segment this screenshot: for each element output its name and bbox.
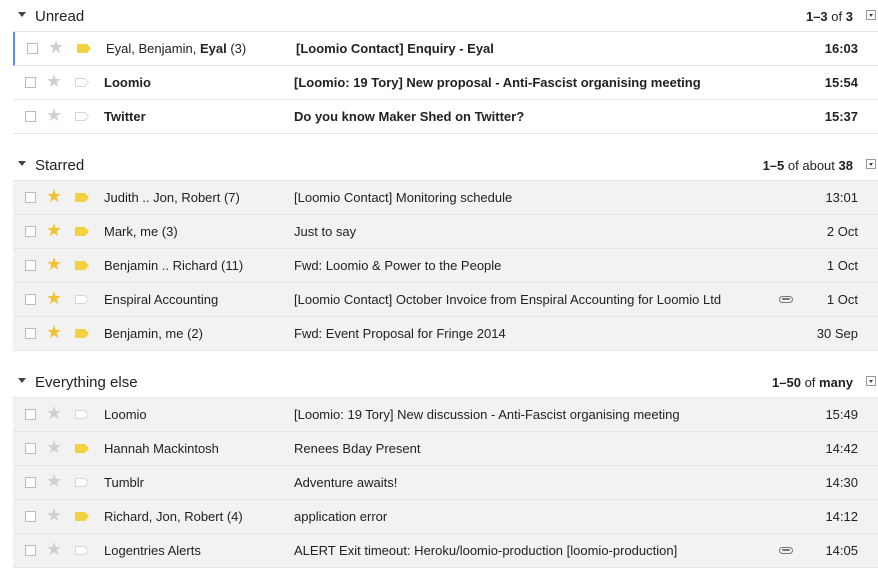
email-subject: [Loomio Contact] Enquiry - Eyal — [296, 41, 494, 56]
dropdown-menu-icon[interactable] — [866, 159, 876, 169]
email-sender — [104, 109, 284, 124]
star-icon[interactable]: ★ — [48, 37, 65, 57]
star-icon[interactable]: ★ — [46, 437, 63, 457]
importance-marker-icon[interactable] — [75, 444, 89, 453]
count-range: 1–5 — [762, 158, 785, 173]
section-title[interactable]: Unread — [35, 8, 85, 25]
count-of: of — [804, 375, 816, 390]
email-sender — [104, 224, 284, 239]
select-checkbox[interactable] — [25, 226, 36, 237]
email-row[interactable] — [13, 249, 878, 283]
select-checkbox[interactable] — [25, 260, 36, 271]
email-sender — [104, 441, 284, 456]
importance-marker-icon[interactable] — [77, 44, 91, 53]
paperclip-icon — [779, 296, 793, 303]
email-sender — [106, 41, 286, 56]
count-of: of — [831, 9, 843, 24]
importance-marker-icon[interactable] — [75, 78, 89, 87]
section-header[interactable] — [13, 150, 878, 181]
select-checkbox[interactable] — [25, 77, 36, 88]
email-row[interactable] — [13, 500, 878, 534]
email-sender — [104, 190, 284, 205]
sender-names: Logentries Alerts — [104, 543, 201, 558]
importance-marker-icon[interactable] — [75, 410, 89, 419]
email-date: 13:01 — [825, 190, 858, 205]
importance-marker-icon[interactable] — [75, 227, 89, 236]
select-checkbox[interactable] — [25, 328, 36, 339]
star-icon[interactable]: ★ — [46, 71, 63, 91]
thread-count: (3) — [230, 41, 247, 56]
triangle-down-icon[interactable] — [18, 161, 26, 166]
email-row[interactable] — [13, 283, 878, 317]
importance-marker-icon[interactable] — [75, 478, 89, 487]
email-date: 15:37 — [824, 109, 858, 124]
star-icon[interactable]: ★ — [46, 105, 63, 125]
email-date: 30 Sep — [816, 326, 858, 341]
section-count — [763, 158, 853, 173]
section-count — [772, 375, 853, 390]
section-header[interactable] — [13, 1, 878, 32]
select-checkbox[interactable] — [27, 43, 38, 54]
email-sender — [104, 292, 284, 307]
dropdown-menu-icon[interactable] — [866, 10, 876, 20]
email-sender — [104, 326, 284, 341]
importance-marker-icon[interactable] — [75, 329, 89, 338]
select-checkbox[interactable] — [25, 111, 36, 122]
star-icon[interactable]: ★ — [46, 288, 63, 308]
email-date: 14:42 — [825, 441, 858, 456]
paperclip-icon — [779, 547, 793, 554]
email-row[interactable] — [13, 215, 878, 249]
select-checkbox[interactable] — [25, 409, 36, 420]
email-subject: Adventure awaits! — [294, 475, 398, 490]
email-subject: ALERT Exit timeout: Heroku/loomio-production [loomio-production] — [294, 543, 678, 558]
email-subject: [Loomio Contact] October Invoice from Enspiral Accounting for Loomio Ltd — [294, 292, 722, 307]
select-checkbox[interactable] — [25, 294, 36, 305]
star-icon[interactable]: ★ — [46, 254, 63, 274]
select-checkbox[interactable] — [25, 477, 36, 488]
sender-names: Benjamin .. Richard (11) — [104, 258, 244, 273]
triangle-down-icon[interactable] — [18, 12, 26, 17]
count-range: 1–50 — [772, 375, 801, 390]
email-row[interactable] — [13, 181, 878, 215]
section-title[interactable]: Everything else — [35, 374, 138, 391]
email-row[interactable] — [13, 66, 878, 100]
select-checkbox[interactable] — [25, 511, 36, 522]
star-icon[interactable]: ★ — [46, 505, 63, 525]
star-icon[interactable]: ★ — [46, 403, 63, 423]
email-subject: Fwd: Event Proposal for Fringe 2014 — [294, 326, 506, 341]
count-total: many — [819, 375, 853, 390]
email-subject: application error — [294, 509, 388, 524]
email-subject: [Loomio: 19 Tory] New discussion - Anti-Fascist organising meeting — [294, 407, 680, 422]
section-title[interactable]: Starred — [35, 157, 85, 174]
email-subject: [Loomio: 19 Tory] New proposal - Anti-Fascist organising meeting — [294, 75, 701, 90]
email-subject: Just to say — [294, 224, 357, 239]
email-sender — [104, 75, 284, 90]
star-icon[interactable]: ★ — [46, 539, 63, 559]
star-icon[interactable]: ★ — [46, 220, 63, 240]
email-row[interactable] — [13, 398, 878, 432]
email-date: 14:05 — [825, 543, 858, 558]
email-date: 14:12 — [825, 509, 858, 524]
star-icon[interactable]: ★ — [46, 471, 63, 491]
count-total: 38 — [838, 158, 853, 173]
email-date: 1 Oct — [826, 258, 858, 273]
star-icon[interactable]: ★ — [46, 186, 63, 206]
email-sender — [104, 258, 284, 273]
select-checkbox[interactable] — [25, 545, 36, 556]
sender-names: Benjamin, me (2) — [104, 326, 203, 341]
sender-names: Mark, me (3) — [104, 224, 178, 239]
sender-names: Loomio — [104, 407, 147, 422]
email-sender — [104, 509, 284, 524]
email-date: 2 Oct — [826, 224, 858, 239]
email-subject: [Loomio Contact] Monitoring schedule — [294, 190, 513, 205]
email-subject: Do you know Maker Shed on Twitter? — [294, 109, 525, 124]
email-subject: Renees Bday Present — [294, 441, 421, 456]
importance-marker-icon[interactable] — [75, 295, 89, 304]
email-sender — [104, 407, 284, 422]
section-count — [806, 9, 853, 24]
email-row[interactable] — [13, 32, 878, 66]
section-everything-else — [13, 367, 878, 568]
importance-marker-icon[interactable] — [75, 512, 89, 521]
sender-names: Tumblr — [104, 475, 144, 490]
sender-names: Hannah Mackintosh — [104, 441, 219, 456]
dropdown-menu-icon[interactable] — [866, 376, 876, 386]
section-header[interactable] — [13, 367, 878, 398]
email-row[interactable] — [13, 100, 878, 134]
email-sender — [104, 543, 284, 558]
email-date: 16:03 — [824, 41, 858, 56]
count-of: of about — [787, 158, 835, 173]
importance-marker-icon[interactable] — [75, 193, 89, 202]
sender-names: Enspiral Accounting — [104, 292, 219, 307]
email-sender — [104, 475, 284, 490]
section-starred — [13, 150, 878, 351]
email-date: 15:49 — [825, 407, 858, 422]
sender-names: Judith .. Jon, Robert (7) — [104, 190, 240, 205]
section-unread — [13, 1, 878, 134]
email-date: 1 Oct — [826, 292, 858, 307]
importance-marker-icon[interactable] — [75, 546, 89, 555]
sender-name-unread: Twitter — [104, 109, 146, 124]
email-row[interactable] — [13, 534, 878, 568]
sender-name-unread: Eyal — [199, 41, 227, 56]
select-checkbox[interactable] — [25, 192, 36, 203]
count-range: 1–3 — [805, 9, 828, 24]
sender-names: Richard, Jon, Robert (4) — [104, 509, 243, 524]
sender-name-unread: Loomio — [104, 75, 151, 90]
sender-names: Eyal, Benjamin, — [106, 41, 200, 56]
star-icon[interactable]: ★ — [46, 322, 63, 342]
email-row[interactable] — [13, 466, 878, 500]
importance-marker-icon[interactable] — [75, 261, 89, 270]
triangle-down-icon[interactable] — [18, 378, 26, 383]
email-date: 15:54 — [824, 75, 858, 90]
email-subject: Fwd: Loomio & Power to the People — [294, 258, 502, 273]
count-total: 3 — [845, 9, 853, 24]
email-row[interactable] — [13, 317, 878, 351]
select-checkbox[interactable] — [25, 443, 36, 454]
email-row[interactable] — [13, 432, 878, 466]
email-date: 14:30 — [825, 475, 858, 490]
importance-marker-icon[interactable] — [75, 112, 89, 121]
